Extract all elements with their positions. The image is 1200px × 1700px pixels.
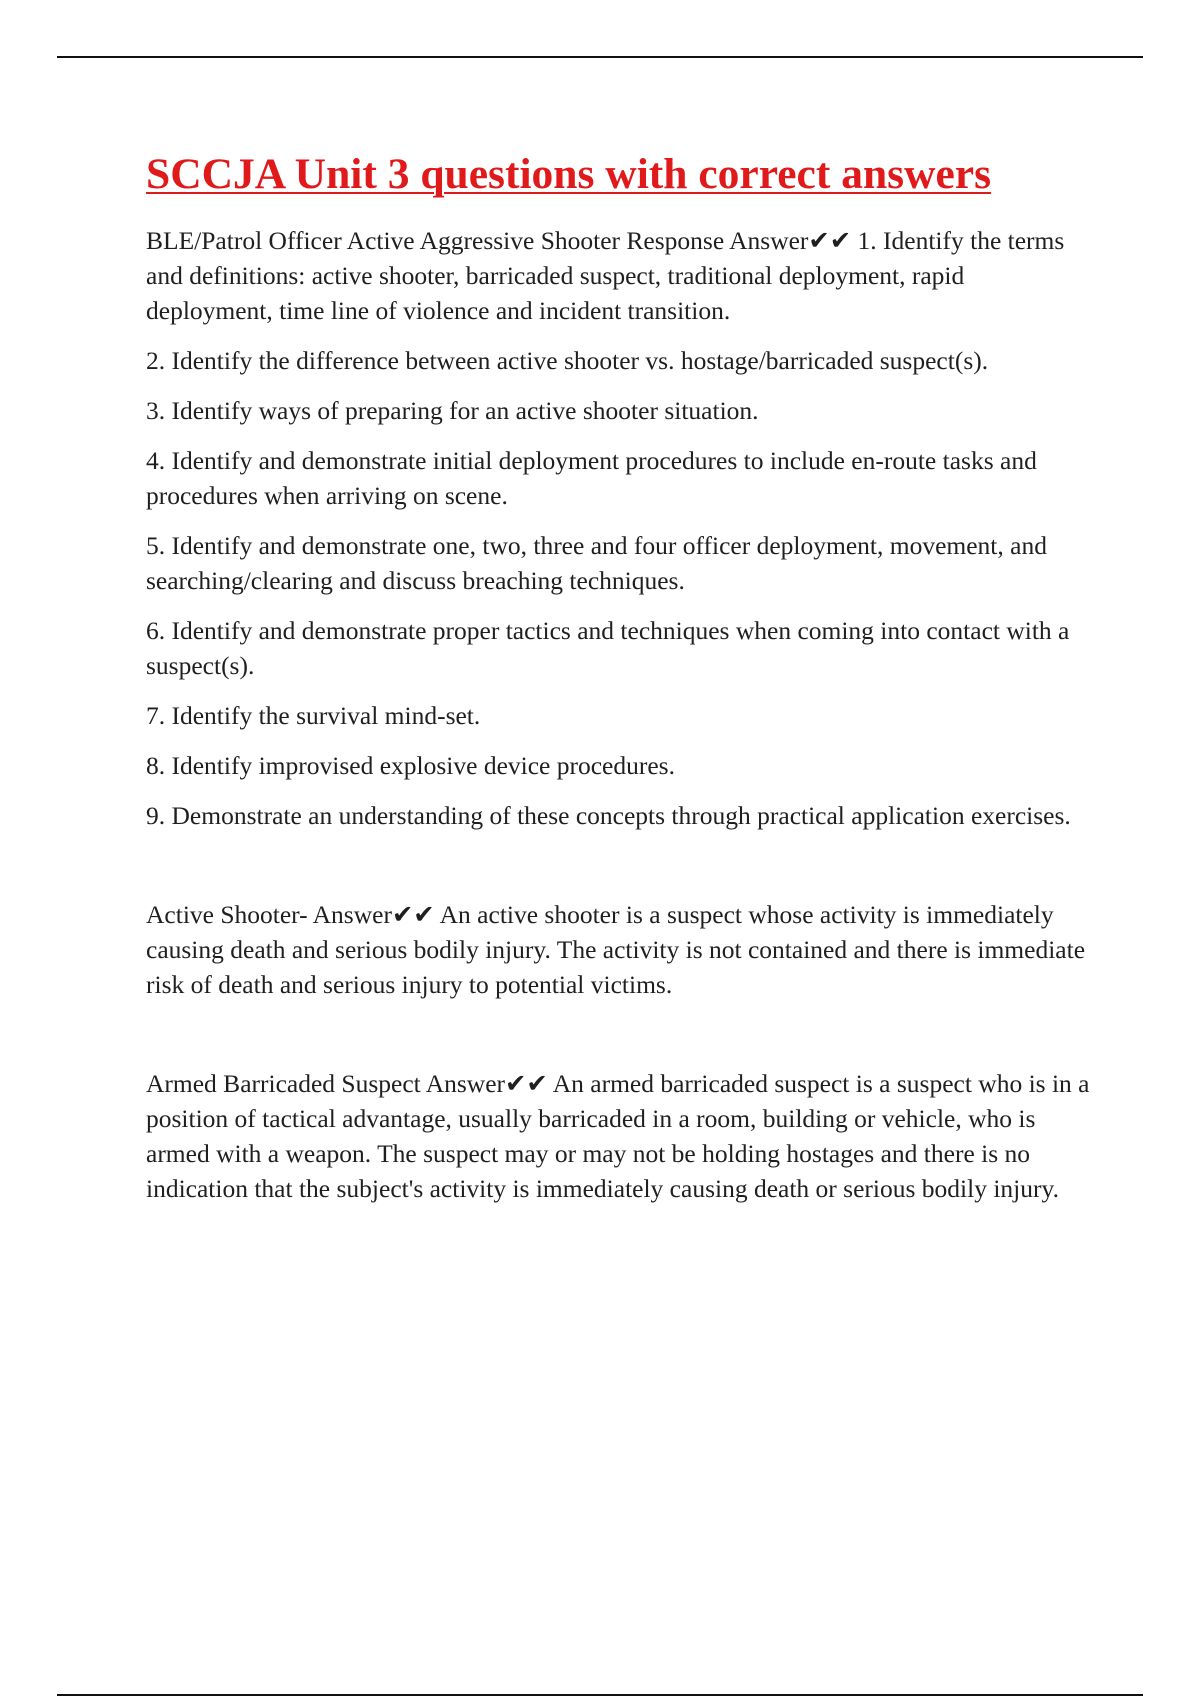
document-body: [146, 145, 1096, 1221]
intro-lead: BLE/Patrol Officer Active Aggressive Shooter Response Answer: [146, 226, 809, 255]
objective-item: 9. Demonstrate an understanding of these concepts through practical application exercises.: [146, 801, 1071, 830]
objective-item: 7. Identify the survival mind-set.: [146, 701, 481, 730]
checkmark-icon: ✔✔: [391, 900, 435, 929]
objective-item: 8. Identify improvised explosive device procedures.: [146, 751, 675, 780]
objective-item: 6. Identify and demonstrate proper tactics and techniques when coming into contact with a suspect(s).: [146, 616, 1070, 680]
qa-question: Active Shooter- Answer: [146, 900, 392, 929]
checkmark-icon: ✔✔: [808, 226, 852, 255]
top-rule: [57, 56, 1143, 58]
objective-item: 4. Identify and demonstrate initial deployment procedures to include en-route tasks and procedures when arriving on scene.: [146, 446, 1037, 510]
qa-answer: An active shooter is a suspect whose activity is immediately causing death and serious bodily injury. The activity is not contained and there is immediate risk of death and serious injury to potential victims.: [146, 900, 1086, 999]
qa-item-active-shooter: [146, 897, 1096, 1002]
objective-item: 5. Identify and demonstrate one, two, three and four officer deployment, movement, and searching/clearing and discuss breaching techniques.: [146, 531, 1047, 595]
objective-item: 3. Identify ways of preparing for an active shooter situation.: [146, 396, 759, 425]
document-title: SCCJA Unit 3 questions with correct answers: [146, 150, 992, 198]
qa-answer: An armed barricaded suspect is a suspect who is in a position of tactical advantage, usually barricaded in a room, building or vehicle, who is armed with a weapon. The suspect may or may not be holding hostages and there is no indication that the subject's activity is immediately causing death or serious bodily injury.: [146, 1069, 1090, 1203]
checkmark-icon: ✔✔: [505, 1069, 548, 1098]
bottom-rule: [57, 1694, 1143, 1696]
qa-item-armed-barricaded-suspect: [146, 1066, 1096, 1206]
qa-question: Armed Barricaded Suspect Answer: [146, 1069, 506, 1098]
objective-item: 2. Identify the difference between active shooter vs. hostage/barricaded suspect(s).: [146, 346, 989, 375]
intro-text: 1. Identify the terms and definitions: active shooter, barricaded suspect, traditional deployment, rapid deployment, time line of violence and incident transition.: [146, 226, 1065, 325]
intro-paragraph: [146, 223, 1096, 328]
